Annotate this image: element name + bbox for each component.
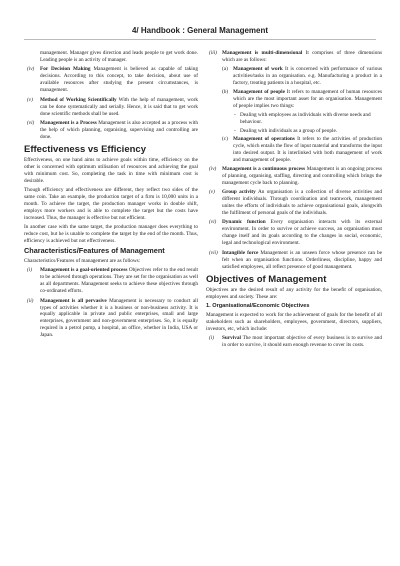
- item-text: The most important objective of every business is to survive and in order to survive, it should earn enough revenue to cover its costs.: [222, 335, 382, 349]
- item-number: (iv): [27, 66, 35, 73]
- list-item: [206, 219, 382, 247]
- item-term: Method of Working Scientifically: [40, 96, 117, 103]
- sublist-item: [222, 136, 382, 164]
- dash-marker: -: [234, 112, 236, 119]
- item-term: Management is all pervasive: [40, 297, 107, 304]
- item-term: Management is a goal-oriented process: [40, 267, 128, 274]
- item-number: (i): [27, 267, 32, 274]
- item-number: (v): [209, 189, 215, 196]
- dash-text: Dealing with employees as individuals with diverse needs and behaviour.: [240, 112, 371, 126]
- item-term: For Decision Making: [40, 66, 91, 73]
- dash-text: Dealing with individuals as a group of people.: [240, 127, 338, 134]
- paragraph: Characteristics/Features of management are as follows:: [24, 257, 141, 264]
- item-term: Management is multi-dimensional: [222, 50, 303, 56]
- dash-marker: -: [234, 127, 236, 134]
- item-number: (iii): [209, 50, 217, 56]
- item-number: (vi): [27, 120, 35, 127]
- list-item: [24, 66, 198, 94]
- paragraph: Objectives are the desired result of any activity for the benefit of organisation, employees and society. These are:: [206, 286, 382, 300]
- list-item: [206, 189, 382, 217]
- subitem-letter: (a): [222, 66, 228, 73]
- item-number: (i): [209, 335, 214, 342]
- item-text: Management is also accepted as a process with the help of which planning, organising, supervising and controlling are done.: [40, 120, 198, 140]
- subitem-term: Management of operations: [233, 135, 295, 142]
- item-number: (v): [27, 96, 33, 103]
- item-term: Dynamic function: [222, 219, 266, 226]
- list-item: [206, 166, 382, 187]
- dash-list-item: [233, 128, 382, 135]
- item-number: (ii): [27, 297, 34, 304]
- list-item: [206, 335, 382, 349]
- subitem-text: It refers to management of human resources which are the most important asset for an organisation. Management of people implies two things:: [233, 89, 382, 110]
- item-number: (vii): [209, 249, 218, 256]
- intro-continuation: management. Manager gives direction and leads people to get work done. Leading people is an activity of manager.: [40, 50, 198, 63]
- running-head: 4/ Handbook : General Management: [131, 26, 269, 35]
- item-term: Intangible force: [222, 249, 259, 256]
- paragraph: Effectiveness, on one hand aims to achieve goals within time, efficiency on the other is concerned with optimum utilisation of resources and achieving the goal with minimum cost. So, completing the task in time with minimum cost is desirable.: [24, 156, 198, 184]
- subitem-term: Management of work: [233, 66, 283, 73]
- subitem-term: Management of people: [233, 89, 285, 96]
- list-item: [24, 298, 198, 340]
- sublist: [222, 66, 382, 163]
- sublist-item: [222, 66, 382, 87]
- item-text: It comprises of three dimensions which are as follows:: [222, 50, 383, 63]
- dash-list: [233, 112, 382, 134]
- item-text: Objectives refer to the end result to be achieved through operations. They are set for the organisation as well as all departments. Management seeks to achieve these objectives through co-ordinated efforts.: [40, 267, 198, 295]
- item-term: Management is a Process: [40, 120, 97, 127]
- subitem-text: It refers to the activities of production cycle, which entails the flow of input material and transforms the input into desired output. It is interlinked with both management of work and management of people.: [233, 135, 382, 163]
- list-item: [24, 267, 198, 295]
- item-term: Management is a continuous process: [222, 165, 306, 172]
- list-item: [206, 50, 382, 64]
- item-term: Group activity: [222, 189, 256, 196]
- item-text: Every organisation interacts with its external environment. In order to survive or achieve success, an organisation must change itself and its goals according to the changes in social, economic, legal and technological environment.: [222, 219, 382, 247]
- subitem-letter: (b): [222, 89, 229, 96]
- paragraph: In another case with the same target, the production manager does everything to reduce cost, but he is unable to complete the target by the end of the month. Thus, efficiency is achieved but not effectiveness.: [24, 224, 198, 245]
- item-number: (iv): [209, 165, 217, 172]
- list-item: [206, 250, 382, 271]
- section-heading-effectiveness: Effectiveness vs Efficiency: [24, 143, 146, 155]
- subitem-letter: (c): [222, 135, 228, 142]
- paragraph: Though efficiency and effectiveness are different, they reflect two sides of the same coin. Take an example, the production target of a firm is 10,000 units in a month. To achieve the target, the production manager works in double shift, employs more workers and is able to complete the target but the costs have increased. Thus, the manager is effective but not efficient.: [24, 187, 198, 222]
- section-heading-objectives: Objectives of Management: [206, 273, 327, 285]
- item-number: (vi): [209, 219, 217, 226]
- item-text: An organisation is a collection of diverse activities and different individuals. Through coordination and teamwork, management unites the efforts of individuals to achieve organisational goals, alongwith the fulfilment of personal goals of the individuals.: [222, 189, 383, 217]
- sublist-item: [222, 89, 382, 110]
- dash-list-item: [233, 112, 382, 126]
- subitem-text: It is concerned with performance of various activities/tasks in an organisation. e.g. Manufacturing a product in a factory, treating patients in a hospital, etc.: [233, 66, 383, 87]
- left-column: [24, 50, 198, 342]
- item-text: Management is necessary to conduct all types of activities whether it is a business or non-business activity. It is equally applicable in private and public enterprises, small and large enterprises, government and non-government enterprises. So, it is equally required in a petrol pump, a hospital, an office, whether in India, USA or Japan.: [40, 297, 198, 339]
- header-rule: [24, 39, 376, 40]
- subsection-heading: 1. Organisational/Economic Objectives: [206, 303, 310, 309]
- list-item: [24, 97, 198, 118]
- item-text: Management is believed as capable of taking decisions. According to this concept, to take decision, about use of available resources after studying the present circumstances, is management.: [40, 66, 199, 94]
- section-heading-characteristics: Characteristics/Features of Management: [24, 246, 165, 256]
- item-text: Management is an ongoing process of planning, organising, staffing, directing and controlling which brings the management cycle back to planning.: [222, 165, 383, 186]
- list-item: [24, 120, 198, 141]
- item-term: Survival: [222, 335, 241, 342]
- item-text: With the help of management, work can be done systematically and serially. Hence, it is said that to get work done scientific methods shall be used.: [40, 96, 198, 117]
- paragraph: Management is expected to work for the achievement of goals for the benefit of all stakeholders such as shareholders, employees, government, directors, suppliers, investors, etc, which include:: [206, 311, 382, 332]
- right-column: [206, 50, 382, 352]
- item-text: Management is an unseen force whose presence can be felt when an organisation functions. Orderliness, discipline, happy and satisfied employees, all reflect presence of good management.: [222, 249, 383, 270]
